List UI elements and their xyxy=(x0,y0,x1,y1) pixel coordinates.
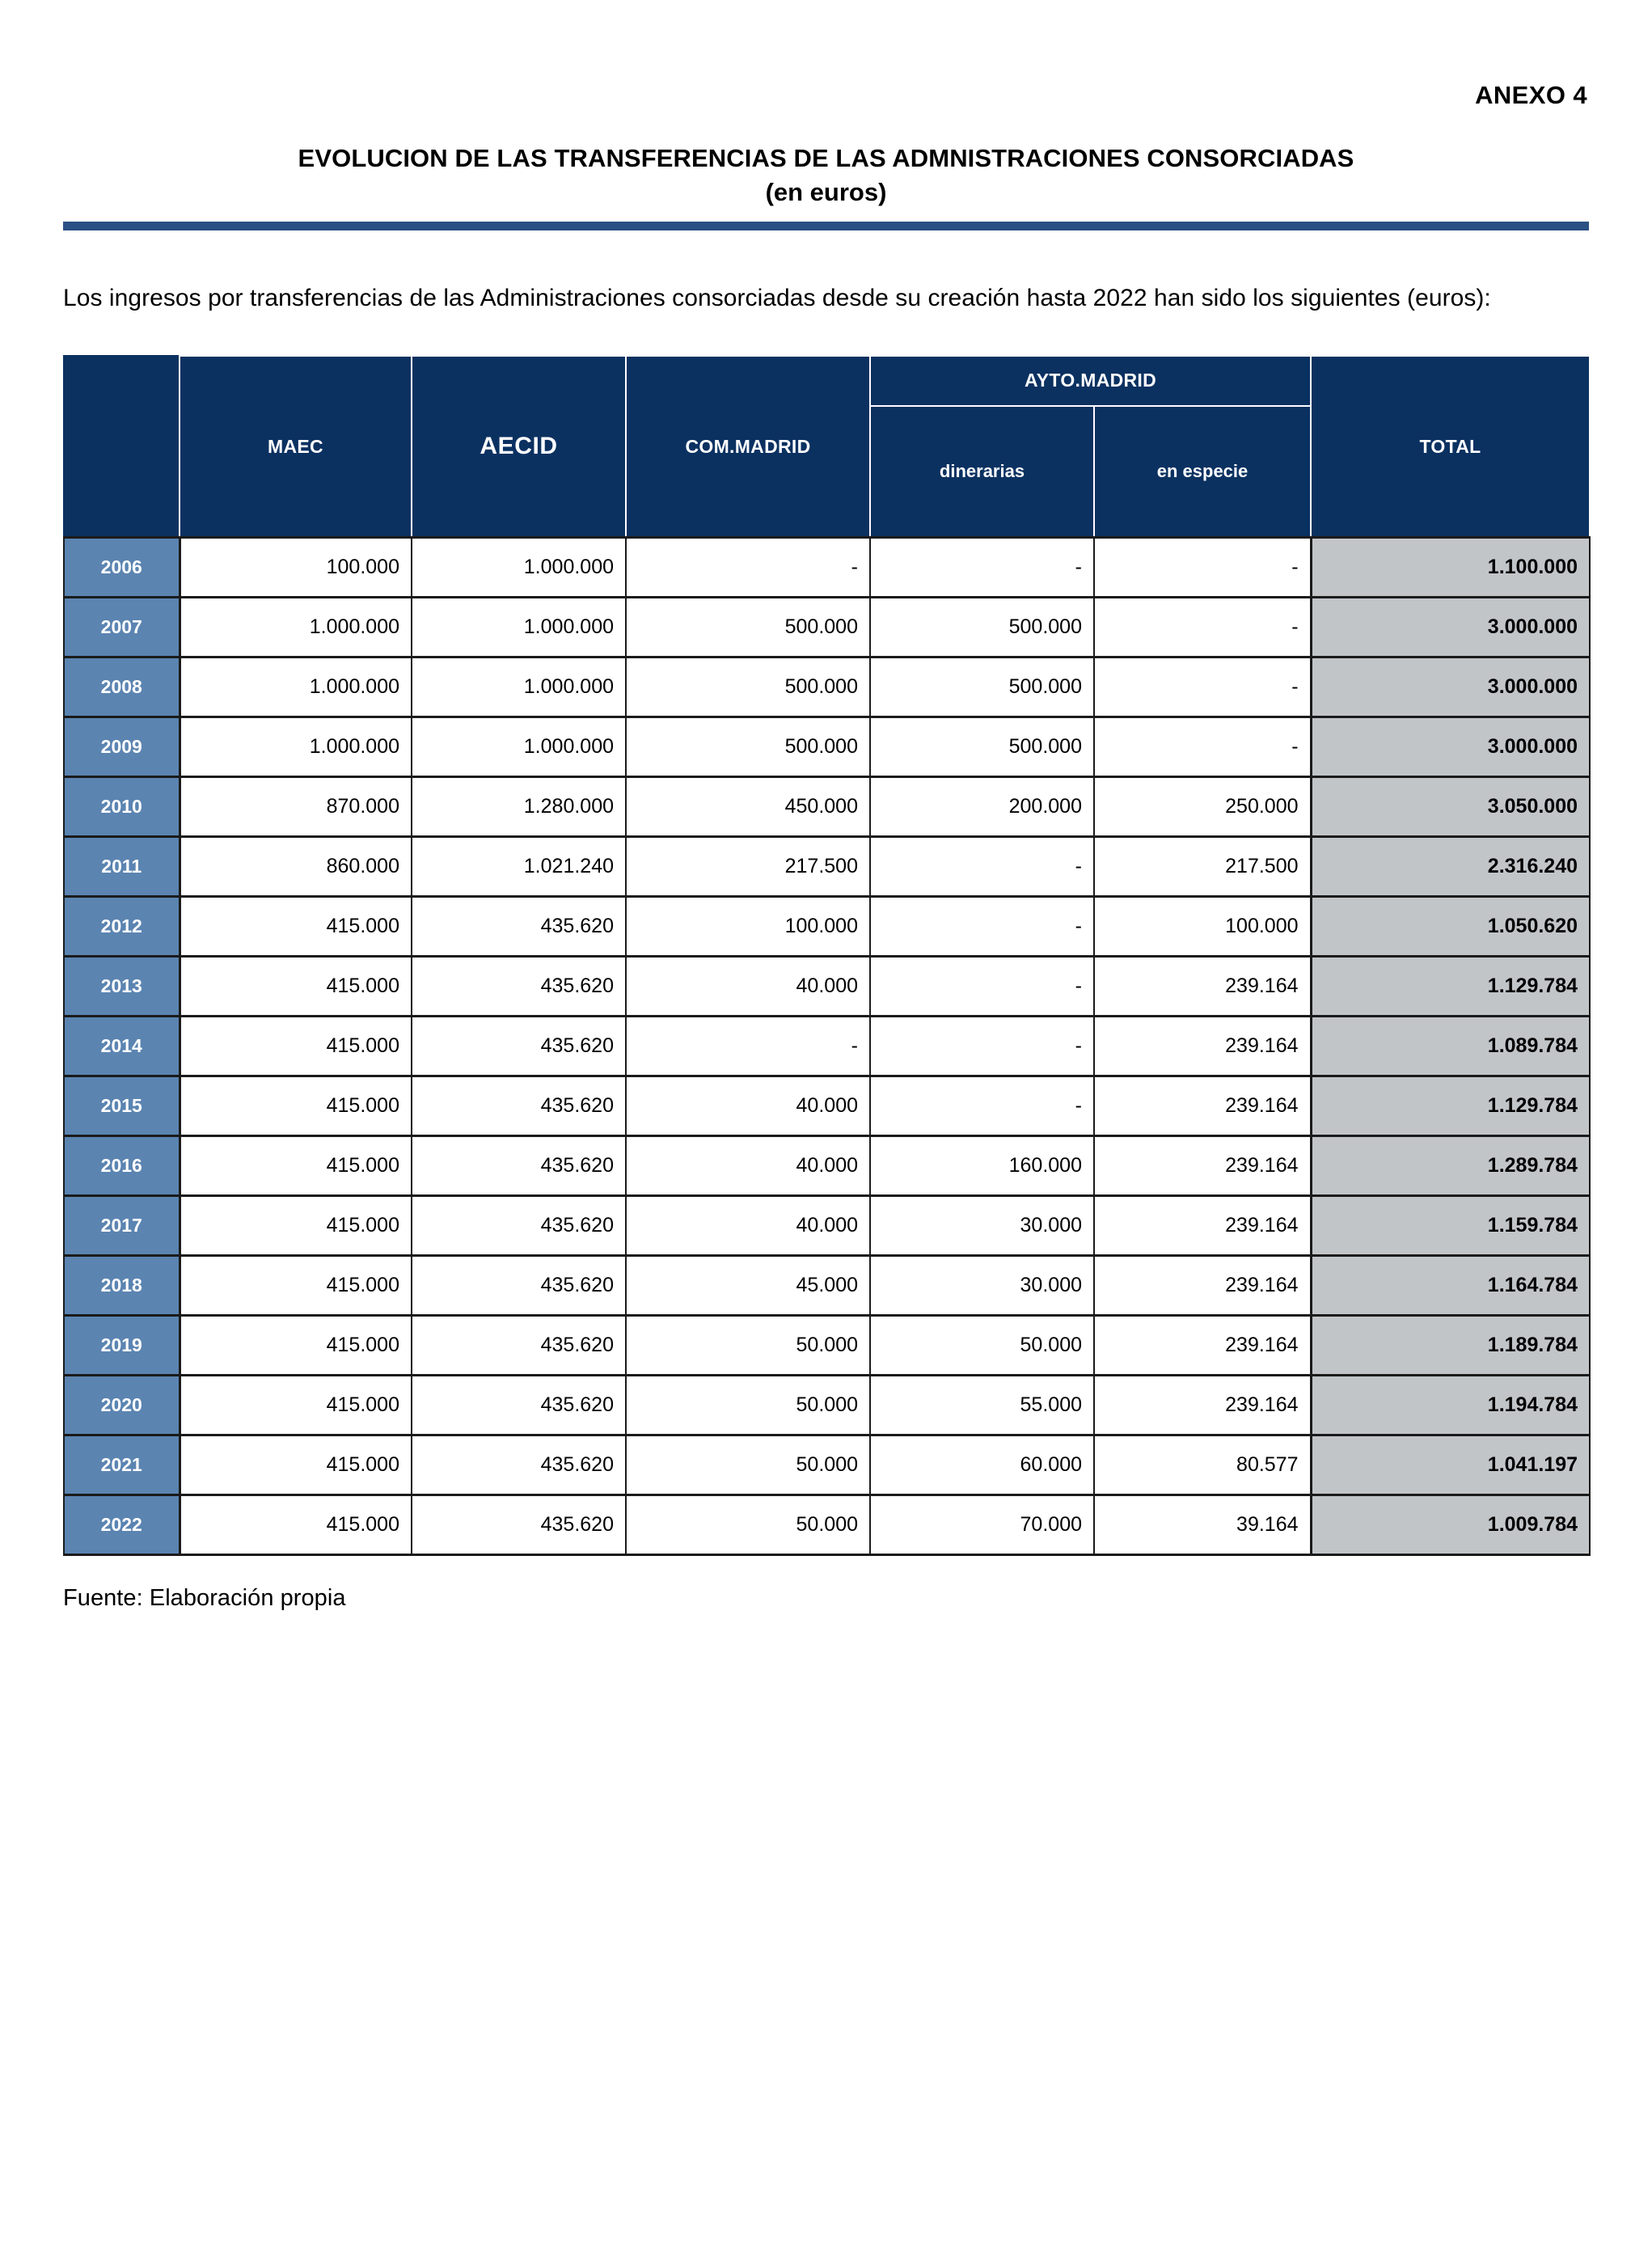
cell-aecid: 1.000.000 xyxy=(412,538,626,598)
table-row xyxy=(64,1196,1590,1256)
cell-en-especie: - xyxy=(1094,717,1311,777)
cell-maec: 860.000 xyxy=(180,837,412,897)
column-header-maec: MAEC xyxy=(180,356,412,538)
table-row-year: 2009 xyxy=(64,717,180,777)
cell-maec: 1.000.000 xyxy=(180,657,412,717)
cell-maec: 415.000 xyxy=(180,1196,412,1256)
cell-dinerarias: 55.000 xyxy=(870,1376,1094,1435)
cell-en-especie: 239.164 xyxy=(1094,1196,1311,1256)
cell-dinerarias: 60.000 xyxy=(870,1435,1094,1495)
cell-dinerarias: - xyxy=(870,1076,1094,1136)
cell-maec: 415.000 xyxy=(180,1256,412,1316)
cell-total: 1.089.784 xyxy=(1311,1017,1590,1076)
cell-dinerarias: 200.000 xyxy=(870,777,1094,837)
cell-maec: 870.000 xyxy=(180,777,412,837)
cell-total: 3.000.000 xyxy=(1311,717,1590,777)
cell-aecid: 1.000.000 xyxy=(412,717,626,777)
cell-com-madrid: 45.000 xyxy=(626,1256,870,1316)
cell-maec: 1.000.000 xyxy=(180,598,412,657)
cell-maec: 415.000 xyxy=(180,1435,412,1495)
table-row-year: 2018 xyxy=(64,1256,180,1316)
cell-total: 1.189.784 xyxy=(1311,1316,1590,1376)
table-row xyxy=(64,1435,1590,1495)
cell-com-madrid: - xyxy=(626,1017,870,1076)
cell-com-madrid: 217.500 xyxy=(626,837,870,897)
cell-maec: 415.000 xyxy=(180,1316,412,1376)
cell-dinerarias: 500.000 xyxy=(870,657,1094,717)
table-row xyxy=(64,1017,1590,1076)
cell-total: 3.050.000 xyxy=(1311,777,1590,837)
cell-total: 1.129.784 xyxy=(1311,957,1590,1017)
cell-aecid: 435.620 xyxy=(412,1017,626,1076)
table-row-year: 2013 xyxy=(64,957,180,1017)
cell-aecid: 1.000.000 xyxy=(412,598,626,657)
table-row-year: 2020 xyxy=(64,1376,180,1435)
cell-total: 3.000.000 xyxy=(1311,657,1590,717)
annex-label: ANEXO 4 xyxy=(1475,81,1587,109)
cell-en-especie: 239.164 xyxy=(1094,957,1311,1017)
cell-dinerarias: 500.000 xyxy=(870,598,1094,657)
cell-total: 1.159.784 xyxy=(1311,1196,1590,1256)
cell-aecid: 1.021.240 xyxy=(412,837,626,897)
cell-dinerarias: 50.000 xyxy=(870,1316,1094,1376)
cell-aecid: 435.620 xyxy=(412,1435,626,1495)
cell-com-madrid: 40.000 xyxy=(626,1076,870,1136)
cell-maec: 415.000 xyxy=(180,1495,412,1555)
table-row-year: 2015 xyxy=(64,1076,180,1136)
cell-total: 1.009.784 xyxy=(1311,1495,1590,1555)
column-header-dinerarias: dinerarias xyxy=(870,406,1094,538)
cell-com-madrid: 50.000 xyxy=(626,1376,870,1435)
cell-en-especie: 239.164 xyxy=(1094,1017,1311,1076)
cell-com-madrid: 50.000 xyxy=(626,1435,870,1495)
table-row xyxy=(64,657,1590,717)
table-row xyxy=(64,1495,1590,1555)
cell-aecid: 435.620 xyxy=(412,1196,626,1256)
table-row xyxy=(64,717,1590,777)
cell-en-especie: 80.577 xyxy=(1094,1435,1311,1495)
table-row-year: 2017 xyxy=(64,1196,180,1256)
table-row xyxy=(64,1376,1590,1435)
cell-aecid: 435.620 xyxy=(412,957,626,1017)
source-note: Fuente: Elaboración propia xyxy=(63,1585,346,1612)
cell-aecid: 435.620 xyxy=(412,897,626,957)
cell-maec: 415.000 xyxy=(180,1136,412,1196)
cell-total: 2.316.240 xyxy=(1311,837,1590,897)
cell-dinerarias: 500.000 xyxy=(870,717,1094,777)
table-row xyxy=(64,538,1590,598)
cell-com-madrid: 40.000 xyxy=(626,1196,870,1256)
table-row-year: 2006 xyxy=(64,538,180,598)
table-row xyxy=(64,837,1590,897)
table-header-row-group xyxy=(64,356,1590,406)
cell-en-especie: - xyxy=(1094,657,1311,717)
cell-dinerarias: - xyxy=(870,1017,1094,1076)
table-row-year: 2007 xyxy=(64,598,180,657)
cell-total: 1.050.620 xyxy=(1311,897,1590,957)
cell-en-especie: - xyxy=(1094,598,1311,657)
cell-com-madrid: 50.000 xyxy=(626,1495,870,1555)
cell-dinerarias: - xyxy=(870,957,1094,1017)
cell-total: 1.289.784 xyxy=(1311,1136,1590,1196)
cell-maec: 415.000 xyxy=(180,957,412,1017)
table-row-year: 2021 xyxy=(64,1435,180,1495)
table-row xyxy=(64,598,1590,657)
cell-dinerarias: 160.000 xyxy=(870,1136,1094,1196)
cell-dinerarias: - xyxy=(870,837,1094,897)
cell-en-especie: 239.164 xyxy=(1094,1256,1311,1316)
column-header-year xyxy=(64,356,180,538)
table-row-year: 2016 xyxy=(64,1136,180,1196)
cell-dinerarias: 30.000 xyxy=(870,1196,1094,1256)
cell-maec: 415.000 xyxy=(180,1017,412,1076)
cell-en-especie: 217.500 xyxy=(1094,837,1311,897)
cell-dinerarias: 30.000 xyxy=(870,1256,1094,1316)
cell-en-especie: 250.000 xyxy=(1094,777,1311,837)
table-row-year: 2011 xyxy=(64,837,180,897)
table-header xyxy=(64,356,1590,538)
cell-maec: 415.000 xyxy=(180,1076,412,1136)
cell-en-especie: - xyxy=(1094,538,1311,598)
table-row xyxy=(64,897,1590,957)
cell-total: 1.164.784 xyxy=(1311,1256,1590,1316)
cell-com-madrid: 450.000 xyxy=(626,777,870,837)
title-divider xyxy=(63,222,1589,230)
cell-com-madrid: 500.000 xyxy=(626,717,870,777)
cell-dinerarias: - xyxy=(870,538,1094,598)
cell-total: 3.000.000 xyxy=(1311,598,1590,657)
cell-maec: 415.000 xyxy=(180,1376,412,1435)
column-header-ayto-madrid: AYTO.MADRID xyxy=(870,356,1311,406)
cell-total: 1.194.784 xyxy=(1311,1376,1590,1435)
table-row-year: 2022 xyxy=(64,1495,180,1555)
cell-aecid: 1.000.000 xyxy=(412,657,626,717)
table-body xyxy=(64,538,1590,1555)
cell-com-madrid: 40.000 xyxy=(626,1136,870,1196)
table-row xyxy=(64,1256,1590,1316)
cell-aecid: 435.620 xyxy=(412,1495,626,1555)
cell-dinerarias: 70.000 xyxy=(870,1495,1094,1555)
table-row xyxy=(64,777,1590,837)
cell-en-especie: 239.164 xyxy=(1094,1076,1311,1136)
cell-en-especie: 100.000 xyxy=(1094,897,1311,957)
cell-maec: 100.000 xyxy=(180,538,412,598)
table-row-year: 2014 xyxy=(64,1017,180,1076)
transfers-table-container xyxy=(63,355,1589,1557)
table-row xyxy=(64,1316,1590,1376)
intro-paragraph: Los ingresos por transferencias de las Administraciones consorciadas desde su creación hasta 2022 han sido los siguientes (euros): xyxy=(63,285,1491,312)
cell-aecid: 435.620 xyxy=(412,1076,626,1136)
cell-maec: 1.000.000 xyxy=(180,717,412,777)
column-header-com-madrid: COM.MADRID xyxy=(626,356,870,538)
cell-com-madrid: 50.000 xyxy=(626,1316,870,1376)
column-header-total: TOTAL xyxy=(1311,356,1590,538)
table-row-year: 2010 xyxy=(64,777,180,837)
cell-dinerarias: - xyxy=(870,897,1094,957)
column-header-aecid: AECID xyxy=(412,356,626,538)
page-subtitle: (en euros) xyxy=(765,177,887,206)
cell-en-especie: 239.164 xyxy=(1094,1316,1311,1376)
cell-maec: 415.000 xyxy=(180,897,412,957)
cell-en-especie: 239.164 xyxy=(1094,1136,1311,1196)
cell-aecid: 1.280.000 xyxy=(412,777,626,837)
cell-en-especie: 39.164 xyxy=(1094,1495,1311,1555)
table-row-year: 2019 xyxy=(64,1316,180,1376)
cell-com-madrid: 500.000 xyxy=(626,598,870,657)
page-title: EVOLUCION DE LAS TRANSFERENCIAS DE LAS ADMNISTRACIONES CONSORCIADAS xyxy=(298,144,1354,172)
cell-total: 1.100.000 xyxy=(1311,538,1590,598)
cell-aecid: 435.620 xyxy=(412,1316,626,1376)
cell-com-madrid: 40.000 xyxy=(626,957,870,1017)
cell-en-especie: 239.164 xyxy=(1094,1376,1311,1435)
cell-aecid: 435.620 xyxy=(412,1376,626,1435)
table-row xyxy=(64,1136,1590,1196)
column-header-en-especie: en especie xyxy=(1094,406,1311,538)
cell-aecid: 435.620 xyxy=(412,1256,626,1316)
cell-total: 1.041.197 xyxy=(1311,1435,1590,1495)
cell-aecid: 435.620 xyxy=(412,1136,626,1196)
table-row xyxy=(64,1076,1590,1136)
transfers-table xyxy=(63,355,1591,1557)
table-row-year: 2008 xyxy=(64,657,180,717)
cell-com-madrid: - xyxy=(626,538,870,598)
cell-com-madrid: 100.000 xyxy=(626,897,870,957)
cell-com-madrid: 500.000 xyxy=(626,657,870,717)
cell-total: 1.129.784 xyxy=(1311,1076,1590,1136)
table-row xyxy=(64,957,1590,1017)
table-row-year: 2012 xyxy=(64,897,180,957)
